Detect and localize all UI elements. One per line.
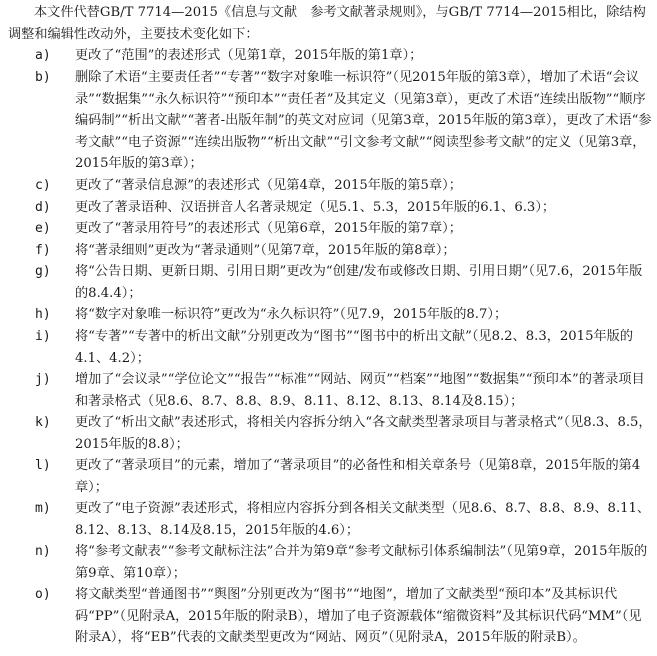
list-item-text: 更改了“著录信息源”的表述形式（见第4章，2015年版的第5章）； xyxy=(75,178,462,193)
list-item-text: 将“公告日期、更新日期、引用日期”更改为“创建/发布或修改日期、引用日期”（见7.6，2015年版的8.4.4）； xyxy=(75,264,643,301)
list-item-text: 更改了“析出文献”表述形式，将相关内容拆分纳入“各文献类型著录项目与著录格式”（见8.3、8.5，2015年版的8.8）； xyxy=(75,415,652,452)
list-item-text: 增加了“会议录”“学位论文”“报告”“标准”“网站、网页”“档案”“地图”“数据集”“预印本”的著录项目和著录格式（见8.6、8.7、8.8、8.9、8.11、8.12、8.13、8.14及8.15）； xyxy=(75,372,645,409)
list-item-text: 更改了“电子资源”表述形式，将相应内容拆分到各相关文献类型（见8.6、8.7、8.8、8.9、8.11、8.12、8.13、8.14及8.15，2015年版的4.6）； xyxy=(75,501,651,538)
list-item-label: l) xyxy=(35,458,51,473)
list-item-label: n) xyxy=(35,544,51,559)
list-item-text: 将文献类型“普通图书”“舆图”分别更改为“图书”“地图”，增加了文献类型“预印本”及其标识代码“PP”（见附录A，2015年版的附录B），增加了电子资源载体“缩微资料”及其标识代码“MM”（见附录A），将“EB”代表的文献类型更改为“网站、网页”（见附录A，2015年版的附录B）。 xyxy=(75,587,642,645)
list-item-label: b) xyxy=(35,70,51,85)
list-item-label: k) xyxy=(35,415,51,430)
list-item-text: 更改了著录语种、汉语拼音人名著录规定（见5.1、5.3，2015年版的6.1、6.3）； xyxy=(75,200,556,215)
list-item-text: 将“数字对象唯一标识符”更改为“永久标识符”（见7.9，2015年版的8.7）； xyxy=(75,307,508,322)
list-item-label: f) xyxy=(35,243,51,258)
list-item-label: i) xyxy=(35,329,51,344)
list-item-label: j) xyxy=(35,372,51,387)
intro-paragraph xyxy=(8,2,653,45)
list-item-text: 将“专著”“专著中的析出文献”分别更改为“图书”“图书中的析出文献”（见8.2、8.3，2015年版的4.1、4.2）； xyxy=(75,329,634,366)
list-item-text: 将“参考文献表”“参考文献标注法”合并为第9章“参考文献标引体系编制法”（见第9章，2015年版的第9章、第10章）； xyxy=(75,544,648,581)
list-item-text: 更改了“著录用符号”的表述形式（见第6章，2015年版的第7章）； xyxy=(75,221,462,236)
list-item-label: d) xyxy=(35,200,51,215)
list-item-label: a) xyxy=(35,48,51,63)
list-item-label: h) xyxy=(35,307,51,322)
list-item-text: 将“著录细则”更改为“著录通则”（见第7章，2015年版的第8章）； xyxy=(75,243,456,258)
list-item-text: 更改了“著录项目”的元素，增加了“著录项目”的必备性和相关章条号（见第8章，2015年版的第4章）； xyxy=(75,458,641,495)
list-item-label: g) xyxy=(35,264,51,279)
list-item-label: o) xyxy=(35,587,51,602)
list-item-label: c) xyxy=(35,178,51,193)
intro-text: 本文件代替GB/T 7714—2015《信息与文献 参考文献著录规则》，与GB/T 7714—2015相比，除结构调整和编辑性改动外，主要技术变化如下： xyxy=(8,5,646,42)
list-item-text: 更改了“范围”的表述形式（见第1章，2015年版的第1章）； xyxy=(75,48,423,63)
list-item-label: e) xyxy=(35,221,51,236)
list-item-text: 删除了术语“主要责任者”“专著”“数字对象唯一标识符”（见2015年版的第3章），增加了术语“会议录”“数据集”“永久标识符”“预印本”“责任者”及其定义（见第3章），更改了术语“连续出版物”“顺序编码制”“析出文献”“著者-出版年制”的英文对应词（见第3章，2015年版的第3章），更改了术语“参考文献”“电子资源”“连续出版物”“析出文献”“引文参考文献”“阅读型参考文献”的定义（见第3章，2015年版的第3章）； xyxy=(75,70,652,171)
list-item-label: m) xyxy=(35,501,51,516)
